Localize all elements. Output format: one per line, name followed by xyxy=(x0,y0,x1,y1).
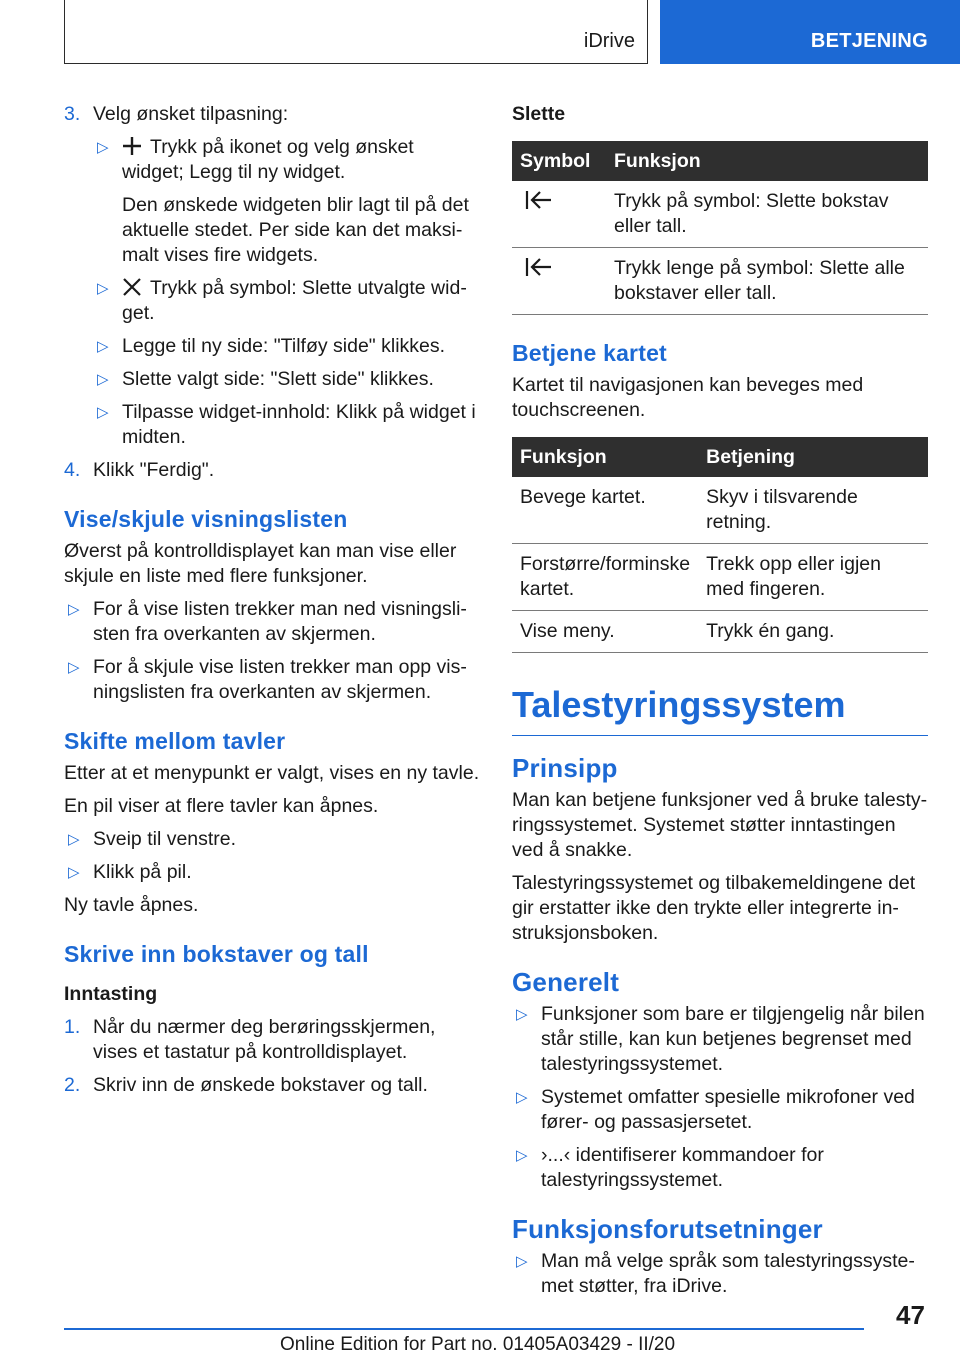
close-icon xyxy=(122,277,142,297)
left-column xyxy=(64,102,480,1106)
bullet-item xyxy=(64,860,480,885)
bullet-text: ›...‹ identifiserer kommandoer for talestyringssystemet. xyxy=(541,1144,824,1191)
bullet-text: Trykk på symbol: Slette utvalgte widget. xyxy=(122,277,467,324)
backspace-icon xyxy=(524,256,554,278)
page-number: 47 xyxy=(896,1300,925,1330)
header-section-box xyxy=(64,0,648,64)
heading-prinsipp: Prinsipp xyxy=(512,753,618,783)
bullet-item xyxy=(512,1002,928,1077)
heading-betjene-kartet: Betjene kartet xyxy=(512,340,667,366)
sub-bullet-delete-widget xyxy=(64,276,480,326)
bullet-text: Man må velge språk som talestyringssystemet støtter, fra iDrive. xyxy=(541,1250,915,1297)
paragraph: Man kan betjene funksjoner ved å bruke talestyringssystemet. Systemet støtter inntastingen ved å snakke. xyxy=(512,789,928,861)
bullet-triangle-icon: ▷ xyxy=(97,338,109,355)
bullet-text: For å vise listen trekker man ned visningslisten fra overkanten av skjermen. xyxy=(93,598,467,645)
table-cell: Trekk opp eller igjen med fingeren. xyxy=(698,544,928,611)
kartet-table xyxy=(512,437,928,653)
table-header-cell: Funksjon xyxy=(512,437,698,477)
footer-divider xyxy=(64,1328,864,1330)
bullet-triangle-icon: ▷ xyxy=(516,1253,528,1270)
step-text: Velg ønsket tilpasning: xyxy=(93,103,289,125)
table-row xyxy=(512,611,928,653)
heading-skifte-tavler: Skifte mellom tavler xyxy=(64,728,286,754)
backspace-icon xyxy=(524,189,554,211)
bullet-triangle-icon: ▷ xyxy=(68,601,80,618)
step-2 xyxy=(64,1073,480,1098)
heading-generelt: Generelt xyxy=(512,967,620,997)
bullet-text: Tilpasse widget-innhold: Klikk på widget i midten. xyxy=(122,401,476,448)
paragraph: Talestyringssystemet og tilbakemeldingene det gir erstatter ikke den trykte eller integrerte instruksjonsboken. xyxy=(512,872,916,944)
bullet-item xyxy=(64,597,480,647)
bullet-triangle-icon: ▷ xyxy=(97,371,109,388)
bullet-text: Funksjoner som bare er tilgjengelig når bilen står stille, kan kun betjenes begrenset med talestyringssystemet. xyxy=(541,1003,925,1075)
step-text: Klikk "Ferdig". xyxy=(93,459,215,481)
sub-bullet-add-widget xyxy=(64,135,480,185)
table-cell-symbol xyxy=(512,248,606,315)
bullet-item xyxy=(512,1143,928,1193)
table-row xyxy=(512,248,928,315)
step-number: 2. xyxy=(64,1074,81,1096)
bullet-text: Legge til ny side: "Tilføy side" klikkes. xyxy=(122,335,446,357)
bullet-triangle-icon: ▷ xyxy=(516,1089,528,1106)
bullet-item xyxy=(512,1249,928,1299)
right-column xyxy=(512,102,928,1307)
paragraph: Øverst på kontrolldisplayet kan man vise eller skjule en liste med flere funksjoner. xyxy=(64,540,457,587)
bullet-text: Systemet omfatter spesielle mikrofoner ved fører- og passasjersetet. xyxy=(541,1086,915,1133)
heading-funksjonsforutsetninger: Funksjonsforutsetninger xyxy=(512,1214,823,1244)
bullet-triangle-icon: ▷ xyxy=(97,139,109,156)
table-header-cell: Funksjon xyxy=(606,141,928,181)
sub-bullet-continuation: Den ønskede widgeten blir lagt til på det aktuelle stedet. Per side kan det maksimalt vises fire widgets. xyxy=(122,194,469,266)
slette-table xyxy=(512,141,928,315)
bullet-item xyxy=(512,1085,928,1135)
step-text: Når du nærmer deg berøringsskjermen, vises et tastatur på kontrolldisplayet. xyxy=(93,1016,436,1063)
paragraph: En pil viser at flere tavler kan åpnes. xyxy=(64,795,379,817)
table-cell: Trykk én gang. xyxy=(698,611,928,653)
table-header-row xyxy=(512,141,928,181)
bullet-text: Slette valgt side: "Slett side" klikkes. xyxy=(122,368,434,390)
table-cell: Trykk lenge på symbol: Slette alle bokstaver eller tall. xyxy=(606,248,928,315)
sub-bullet-customize xyxy=(64,400,480,450)
bullet-triangle-icon: ▷ xyxy=(68,864,80,881)
paragraph: Kartet til navigasjonen kan beveges med touchscreenen. xyxy=(512,374,864,421)
bullet-text: Sveip til venstre. xyxy=(93,828,237,850)
bullet-triangle-icon: ▷ xyxy=(516,1147,528,1164)
subheading-slette: Slette xyxy=(512,103,566,125)
bullet-text: Trykk på ikonet og velg ønsket widget; Legg til ny widget. xyxy=(122,136,414,183)
table-row xyxy=(512,544,928,611)
bullet-triangle-icon: ▷ xyxy=(97,404,109,421)
bullet-text: Klikk på pil. xyxy=(93,861,192,883)
bullet-triangle-icon: ▷ xyxy=(516,1006,528,1023)
table-cell: Vise meny. xyxy=(512,611,698,653)
sub-bullet-delete-page xyxy=(64,367,480,392)
paragraph: Etter at et menypunkt er valgt, vises en ny tavle. xyxy=(64,762,480,784)
bullet-item xyxy=(64,655,480,705)
table-cell-symbol xyxy=(512,181,606,248)
table-header-row xyxy=(512,437,928,477)
bullet-text: For å skjule vise listen trekker man opp visningslisten fra overkanten av skjermen. xyxy=(93,656,467,703)
table-cell: Trykk på symbol: Slette bokstav eller tall. xyxy=(606,181,928,248)
bullet-triangle-icon: ▷ xyxy=(97,280,109,297)
step-number: 3. xyxy=(64,103,81,125)
table-header-cell: Betjening xyxy=(698,437,928,477)
step-number: 4. xyxy=(64,459,81,481)
step-3 xyxy=(64,102,480,127)
heading-skrive-inn: Skrive inn bokstaver og tall xyxy=(64,941,369,967)
header-chapter-tab xyxy=(660,0,960,64)
table-row xyxy=(512,477,928,544)
footer-edition: Online Edition for Part no. 01405A03429 - II/20 xyxy=(280,1334,676,1355)
header-chapter-title: BETJENING xyxy=(810,30,928,52)
table-row xyxy=(512,181,928,248)
paragraph: Ny tavle åpnes. xyxy=(64,894,199,916)
bullet-triangle-icon: ▷ xyxy=(68,831,80,848)
header-section-title: iDrive xyxy=(583,30,635,52)
table-cell: Forstørre/forminske kartet. xyxy=(512,544,698,611)
subheading-inntasting: Inntasting xyxy=(64,983,158,1005)
bullet-item xyxy=(64,827,480,852)
bullet-triangle-icon: ▷ xyxy=(68,659,80,676)
step-number: 1. xyxy=(64,1016,81,1038)
table-cell: Bevege kartet. xyxy=(512,477,698,544)
plus-icon xyxy=(122,136,142,156)
sub-bullet-add-page xyxy=(64,334,480,359)
table-cell: Skyv i tilsvarende retning. xyxy=(698,477,928,544)
step-text: Skriv inn de ønskede bokstaver og tall. xyxy=(93,1074,428,1096)
step-1 xyxy=(64,1015,480,1065)
table-header-cell: Symbol xyxy=(512,141,606,181)
step-4 xyxy=(64,458,480,483)
chapter-title-talestyringssystem: Talestyringssystem xyxy=(512,683,928,736)
heading-vise-skjule: Vise/skjule visningslisten xyxy=(64,506,348,532)
